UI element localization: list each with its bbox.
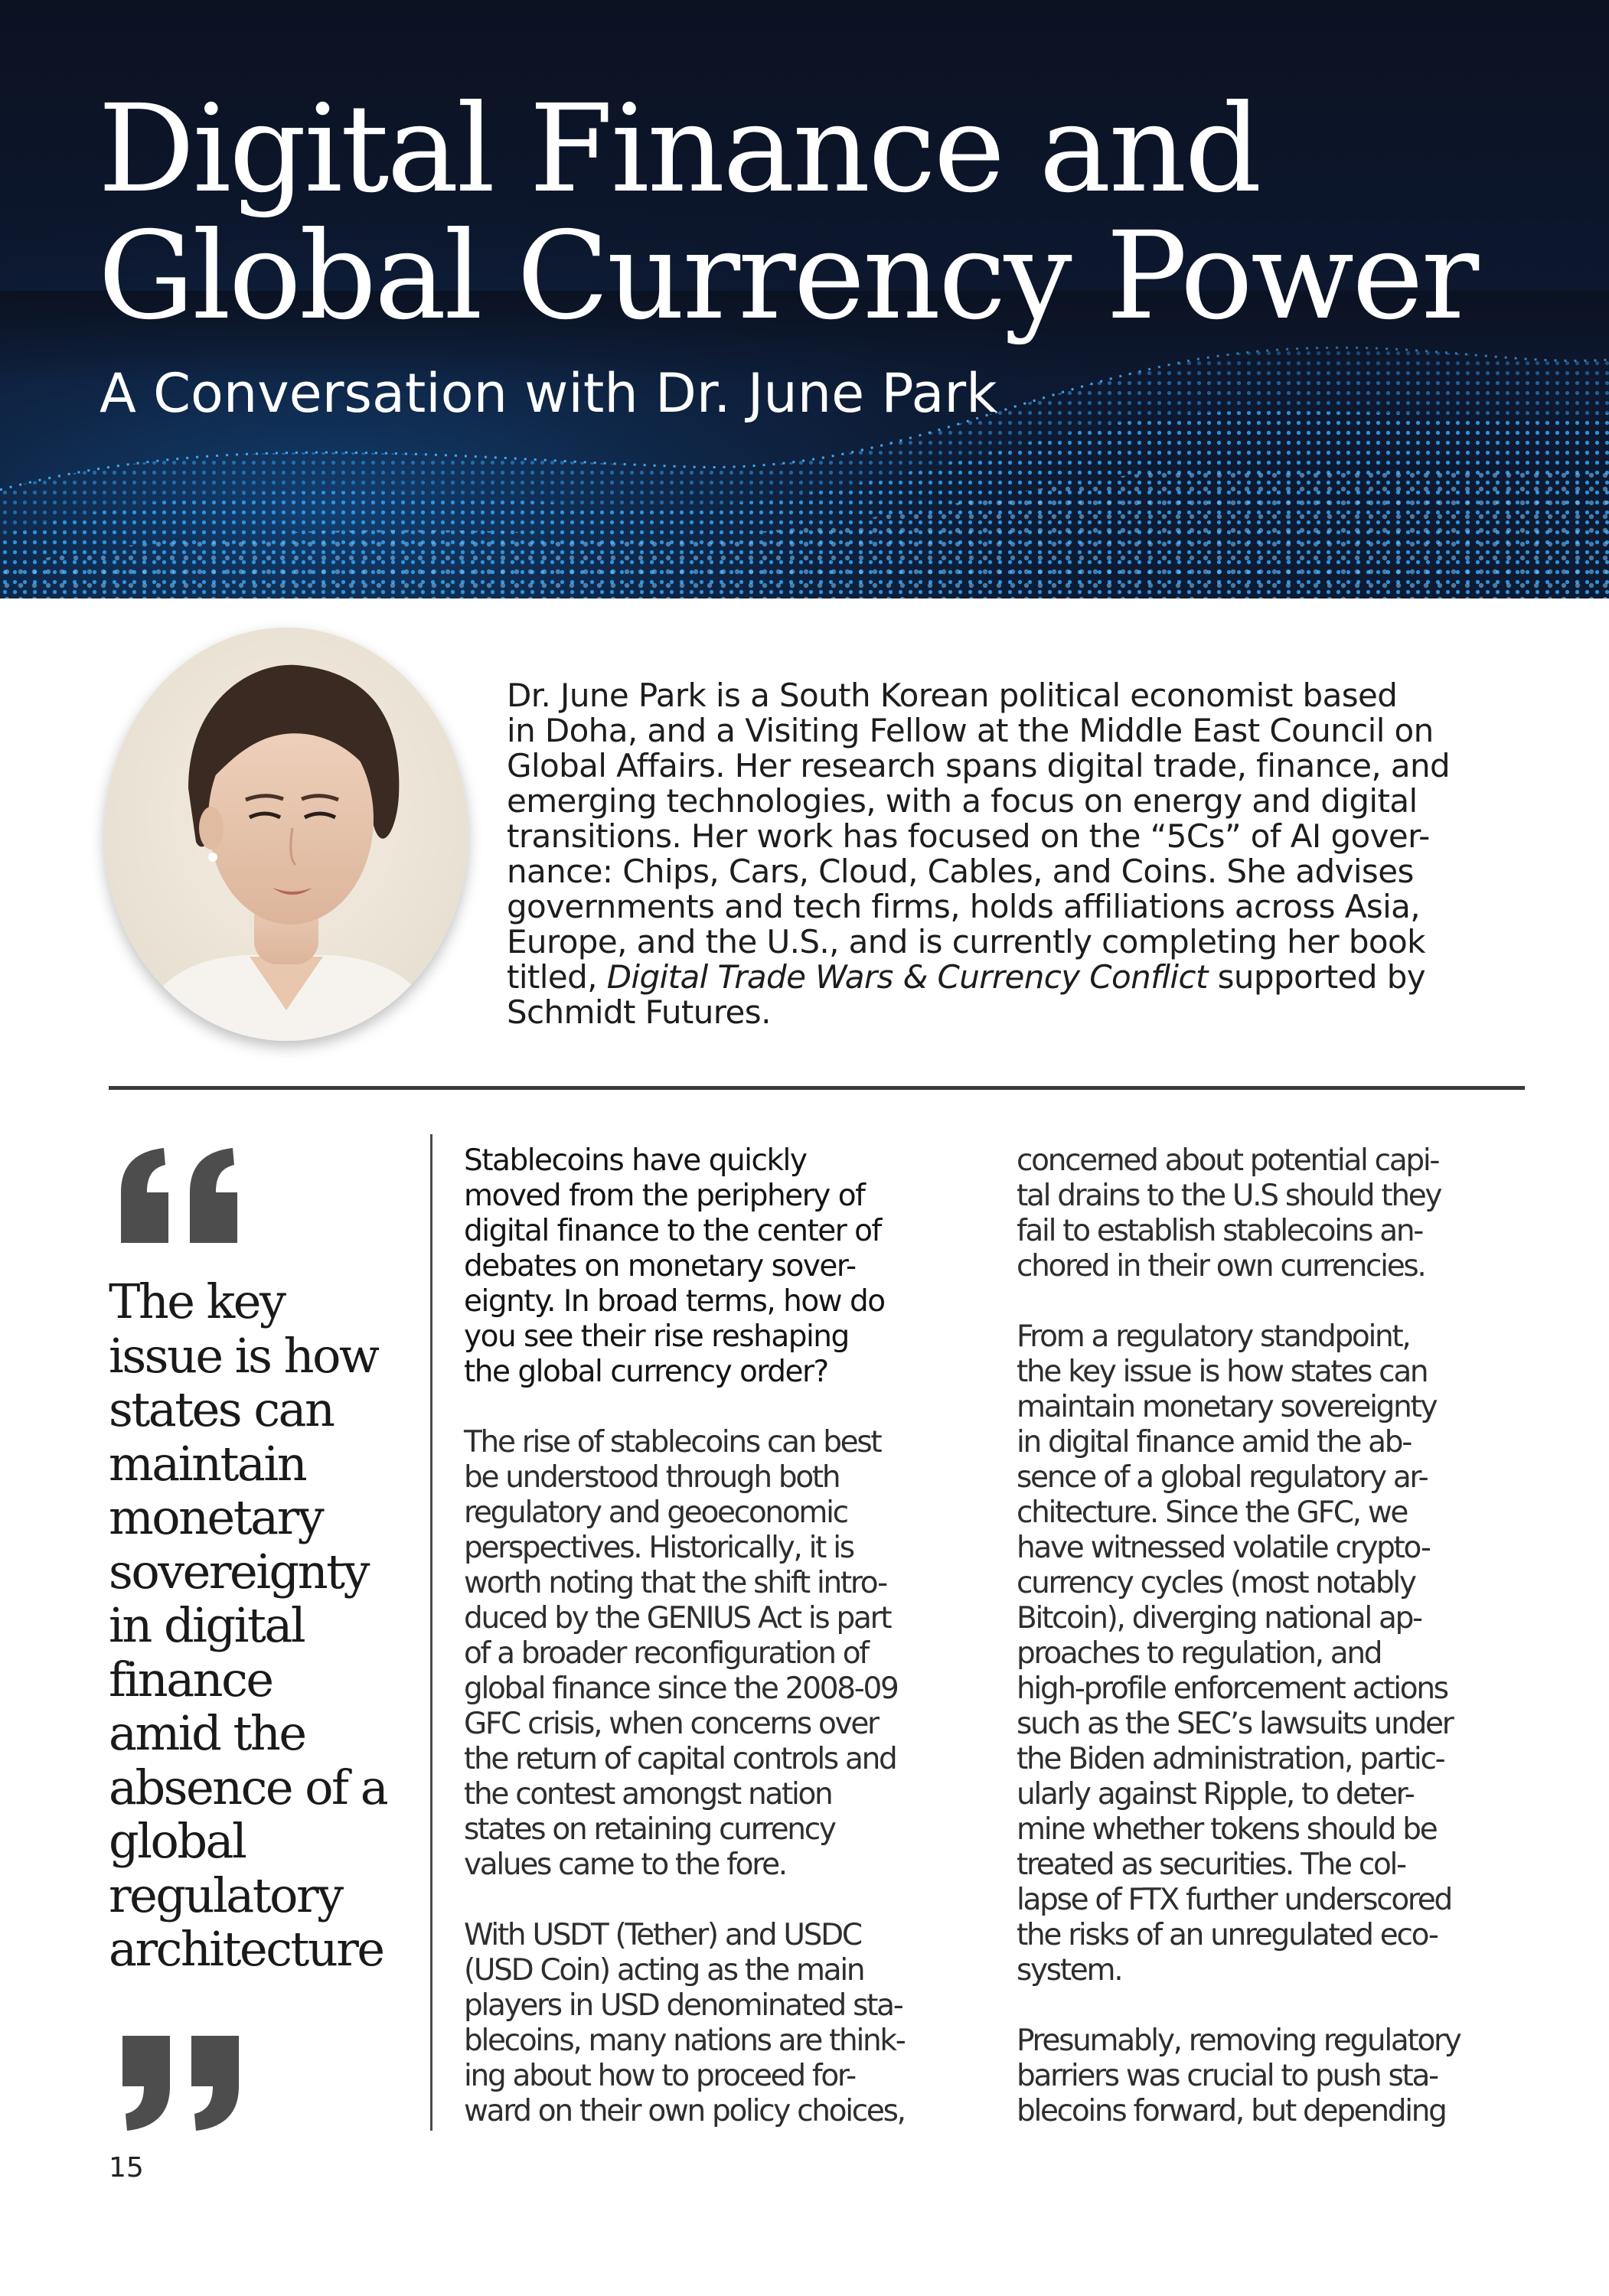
pull-quote-line: absence of a — [109, 1759, 387, 1815]
bio-line: Global Affairs. Her research spans digital trade, finance, and — [507, 747, 1451, 784]
answer-paragraph-3 — [1017, 1143, 1461, 1284]
pull-quote-line: sovereignty — [109, 1543, 369, 1600]
answer-line: From a regulatory standpoint, — [1017, 1319, 1410, 1354]
answer-line: concerned about potential capi- — [1017, 1143, 1439, 1178]
pull-quote-line: in digital — [109, 1597, 305, 1653]
pull-quote-line: architecture — [109, 1921, 383, 1977]
bio-line: Europe, and the U.S., and is currently completing her book — [507, 923, 1425, 960]
answer-line: ing about how to proceed for- — [464, 2059, 855, 2093]
answer-line: treated as securities. The col- — [1017, 1848, 1405, 1882]
answer-line: Presumably, removing regulatory — [1017, 2024, 1461, 2058]
answer-line: the risks of an unregulated eco- — [1017, 1918, 1438, 1952]
bio-line: in Doha, and a Visiting Fellow at the Middle East Council on — [507, 712, 1434, 749]
pull-quote-line: issue is how — [109, 1327, 378, 1384]
answer-line: currency cycles (most notably — [1017, 1566, 1415, 1600]
answer-line: duced by the GENIUS Act is part — [464, 1601, 891, 1636]
question-line: you see their rise reshaping — [464, 1319, 849, 1354]
answer-line: proaches to regulation, and — [1017, 1636, 1382, 1671]
answer-paragraph-4 — [1017, 1319, 1461, 1988]
answer-line: The rise of stablecoins can best — [464, 1425, 881, 1459]
title-line-2: Global Currency Power — [98, 206, 1477, 347]
answer-line: worth noting that the shift intro- — [464, 1566, 886, 1600]
answer-line: (USD Coin) acting as the main — [464, 1953, 864, 1988]
pull-quote-line: regulatory — [109, 1867, 342, 1923]
answer-line: chored in their own currencies. — [1017, 1249, 1425, 1283]
section-divider — [109, 1086, 1525, 1090]
answer-line: regulatory and geoeconomic — [464, 1495, 847, 1530]
answer-paragraph-5 — [1017, 2024, 1461, 2129]
answer-line: the return of capital controls and — [464, 1742, 896, 1776]
page-number: 15 — [109, 2152, 144, 2183]
answer-line: the Biden administration, partic- — [1017, 1742, 1444, 1776]
question-line: debates on monetary sover- — [464, 1249, 856, 1283]
answer-line: With USDT (Tether) and USDC — [464, 1918, 861, 1952]
book-title: Digital Trade Wars & Currency Conflict — [606, 958, 1208, 996]
article-column-middle — [464, 1143, 905, 2129]
title-line-1: Digital Finance and — [98, 79, 1260, 220]
bio-line: Dr. June Park is a South Korean political economist based — [507, 677, 1398, 714]
column-divider — [430, 1134, 432, 2131]
answer-line: high-profile enforcement actions — [1017, 1671, 1447, 1706]
answer-line: mine whether tokens should be — [1017, 1812, 1437, 1847]
pull-quote-line: The key — [109, 1274, 285, 1329]
question-line: the global currency order? — [464, 1355, 828, 1389]
author-bio — [507, 678, 1525, 1030]
answer-line: the contest amongst nation — [464, 1777, 832, 1812]
question-line: digital finance to the center of — [464, 1214, 881, 1248]
answer-line: such as the SEC’s lawsuits under — [1017, 1707, 1453, 1741]
pull-quote-line: states can — [109, 1381, 334, 1437]
page-title — [98, 79, 1477, 347]
question-line: eignty. In broad terms, how do — [464, 1284, 885, 1319]
answer-line: lapse of FTX further underscored — [1017, 1883, 1451, 1917]
answer-line: the key issue is how states can — [1017, 1355, 1428, 1389]
answer-line: fail to establish stablecoins an- — [1017, 1214, 1423, 1248]
answer-paragraph-1 — [464, 1425, 905, 1883]
bio-line: governments and tech firms, holds affiliations across Asia, — [507, 888, 1421, 925]
question-line: Stablecoins have quickly — [464, 1143, 807, 1178]
bio-line: nance: Chips, Cars, Cloud, Cables, and Coins. She advises — [507, 853, 1414, 890]
bio-line-book — [507, 960, 1525, 995]
answer-line: states on retaining currency — [464, 1812, 835, 1847]
answer-line: barriers was crucial to push sta- — [1017, 2059, 1438, 2093]
answer-line: tal drains to the U.S should they — [1017, 1179, 1441, 1213]
hero-banner — [0, 0, 1609, 598]
answer-line: players in USD denominated sta- — [464, 1988, 902, 2023]
answer-line: global finance since the 2008-09 — [464, 1671, 898, 1706]
interview-question — [464, 1143, 905, 1390]
author-portrait — [104, 628, 468, 1041]
pull-quote-line: amid the — [109, 1705, 305, 1761]
close-quote-icon — [115, 2036, 245, 2131]
answer-line: be understood through both — [464, 1460, 840, 1495]
answer-line: perspectives. Historically, it is — [464, 1531, 853, 1565]
answer-line: ularly against Ripple, to deter- — [1017, 1777, 1414, 1812]
bio-line: emerging technologies, with a focus on energy and digital — [507, 782, 1418, 820]
answer-line: blecoins, many nations are think- — [464, 2024, 905, 2058]
answer-line: values came to the fore. — [464, 1848, 786, 1882]
bio-line: transitions. Her work has focused on the “5Cs” of AI gover- — [507, 817, 1430, 855]
pull-quote-line: global — [109, 1813, 246, 1869]
answer-line: system. — [1017, 1953, 1122, 1988]
answer-line: blecoins forward, but depending — [1017, 2094, 1446, 2128]
page-subtitle: A Conversation with Dr. June Park — [100, 362, 997, 425]
bio-suffix: supported by — [1207, 958, 1426, 996]
answer-line: of a broader reconfiguration of — [464, 1636, 868, 1671]
answer-line: ward on their own policy choices, — [464, 2094, 905, 2128]
answer-paragraph-2 — [464, 1918, 905, 2129]
answer-line: Bitcoin), diverging national ap- — [1017, 1601, 1421, 1636]
bio-line: Schmidt Futures. — [507, 993, 771, 1031]
article-column-right — [1017, 1143, 1461, 2129]
question-line: moved from the periphery of — [464, 1179, 865, 1213]
answer-line: in digital finance amid the ab- — [1017, 1425, 1411, 1459]
pull-quote-line: monetary — [109, 1489, 323, 1545]
answer-line: maintain monetary sovereignty — [1017, 1390, 1437, 1424]
pull-quote — [109, 1275, 415, 1977]
answer-line: have witnessed volatile crypto- — [1017, 1531, 1430, 1565]
pull-quote-line: finance — [109, 1651, 273, 1707]
portrait-illustration — [104, 628, 468, 1041]
answer-line: sence of a global regulatory ar- — [1017, 1460, 1428, 1495]
pull-quote-line: maintain — [109, 1435, 306, 1492]
answer-line: GFC crisis, when concerns over — [464, 1707, 878, 1741]
answer-line: chitecture. Since the GFC, we — [1017, 1495, 1408, 1530]
bio-prefix: titled, — [507, 958, 607, 996]
open-quote-icon — [115, 1148, 245, 1243]
